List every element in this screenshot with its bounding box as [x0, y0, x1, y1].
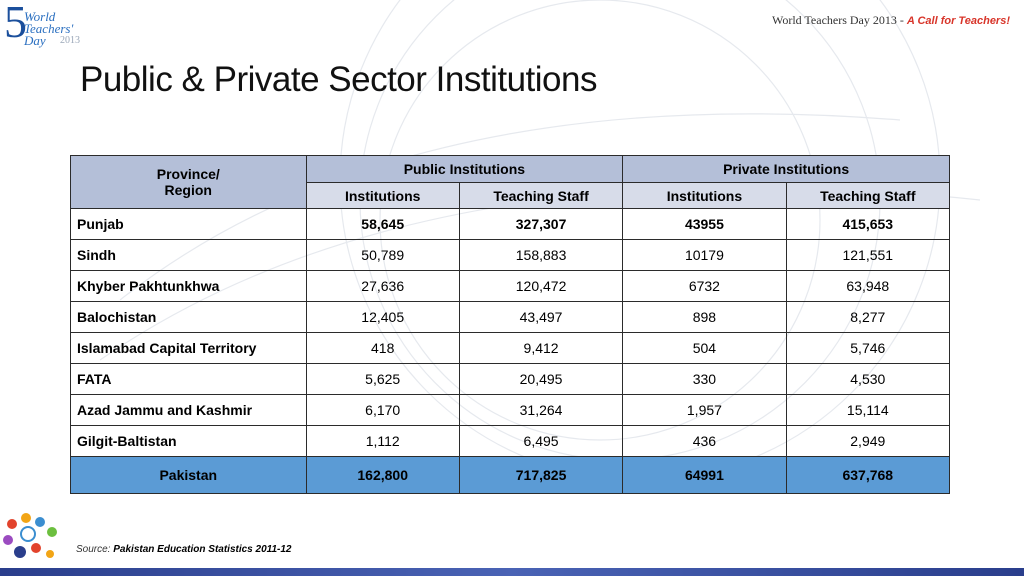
public-staff-value: 6,495 [459, 426, 622, 457]
public-staff-value: 31,264 [459, 395, 622, 426]
event-header [772, 13, 1010, 28]
public-institutions-header: Public Institutions [306, 156, 623, 183]
private-staff-value: 63,948 [786, 271, 949, 302]
private-staff-value: 415,653 [786, 209, 949, 240]
private-staff-value: 15,114 [786, 395, 949, 426]
public-staff-value: 158,883 [459, 240, 622, 271]
institutions-table [70, 155, 950, 494]
public-institutions-value: 27,636 [306, 271, 459, 302]
region-header-line: Region [164, 182, 212, 198]
private-staff-subheader: Teaching Staff [786, 183, 949, 209]
logo-word-teachers: Teachers' [24, 21, 74, 36]
province-region-header [71, 156, 307, 209]
public-staff-value: 43,497 [459, 302, 622, 333]
private-staff-value: 2,949 [786, 426, 949, 457]
logo-year: 2013 [60, 35, 80, 46]
public-staff-value: 327,307 [459, 209, 622, 240]
source-text: Pakistan Education Statistics 2011-12 [113, 544, 292, 555]
public-staff-value: 120,472 [459, 271, 622, 302]
footer-bar [0, 568, 1024, 576]
table-row [71, 364, 950, 395]
private-staff-value: 5,746 [786, 333, 949, 364]
province-name: Gilgit-Baltistan [71, 426, 307, 457]
public-staff-subheader: Teaching Staff [459, 183, 622, 209]
public-institutions-value: 418 [306, 333, 459, 364]
logo-word-world: World [24, 9, 56, 24]
public-institutions-value: 58,645 [306, 209, 459, 240]
private-staff-value: 8,277 [786, 302, 949, 333]
source-note [76, 544, 291, 555]
public-institutions-value: 1,112 [306, 426, 459, 457]
table-row [71, 302, 950, 333]
table-row [71, 209, 950, 240]
table-row [71, 333, 950, 364]
province-name: Azad Jammu and Kashmir [71, 395, 307, 426]
public-institutions-subheader: Institutions [306, 183, 459, 209]
private-institutions-value: 43955 [623, 209, 786, 240]
total-private-staff: 637,768 [786, 457, 949, 494]
private-institutions-value: 898 [623, 302, 786, 333]
world-teachers-day-logo [4, 0, 104, 52]
private-staff-value: 121,551 [786, 240, 949, 271]
total-private-institutions: 64991 [623, 457, 786, 494]
public-staff-value: 20,495 [459, 364, 622, 395]
private-institutions-value: 330 [623, 364, 786, 395]
province-header-line: Province/ [156, 166, 220, 182]
logo-word-day: Day [24, 33, 46, 48]
private-institutions-value: 436 [623, 426, 786, 457]
private-institutions-value: 6732 [623, 271, 786, 302]
table-row [71, 240, 950, 271]
private-institutions-value: 10179 [623, 240, 786, 271]
province-name: Khyber Pakhtunkhwa [71, 271, 307, 302]
private-institutions-header: Private Institutions [623, 156, 950, 183]
decorative-figures-graphic [0, 508, 70, 570]
province-name: FATA [71, 364, 307, 395]
province-name: Balochistan [71, 302, 307, 333]
slide-title: Public & Private Sector Institutions [80, 60, 597, 99]
public-institutions-value: 12,405 [306, 302, 459, 333]
total-label: Pakistan [71, 457, 307, 494]
source-label: Source: [76, 544, 114, 555]
public-institutions-value: 6,170 [306, 395, 459, 426]
private-institutions-value: 1,957 [623, 395, 786, 426]
event-tagline: A Call for Teachers! [906, 15, 1010, 27]
private-institutions-value: 504 [623, 333, 786, 364]
table-group-header-row [71, 156, 950, 183]
logo-number: 5 [4, 0, 27, 47]
province-name: Sindh [71, 240, 307, 271]
event-title: World Teachers Day 2013 - [771, 13, 907, 27]
total-public-institutions: 162,800 [306, 457, 459, 494]
table-row [71, 395, 950, 426]
public-institutions-value: 5,625 [306, 364, 459, 395]
public-staff-value: 9,412 [459, 333, 622, 364]
private-institutions-subheader: Institutions [623, 183, 786, 209]
table-row [71, 271, 950, 302]
province-name: Punjab [71, 209, 307, 240]
total-public-staff: 717,825 [459, 457, 622, 494]
public-institutions-value: 50,789 [306, 240, 459, 271]
table-total-row [71, 457, 950, 494]
table-row [71, 426, 950, 457]
private-staff-value: 4,530 [786, 364, 949, 395]
province-name: Islamabad Capital Territory [71, 333, 307, 364]
